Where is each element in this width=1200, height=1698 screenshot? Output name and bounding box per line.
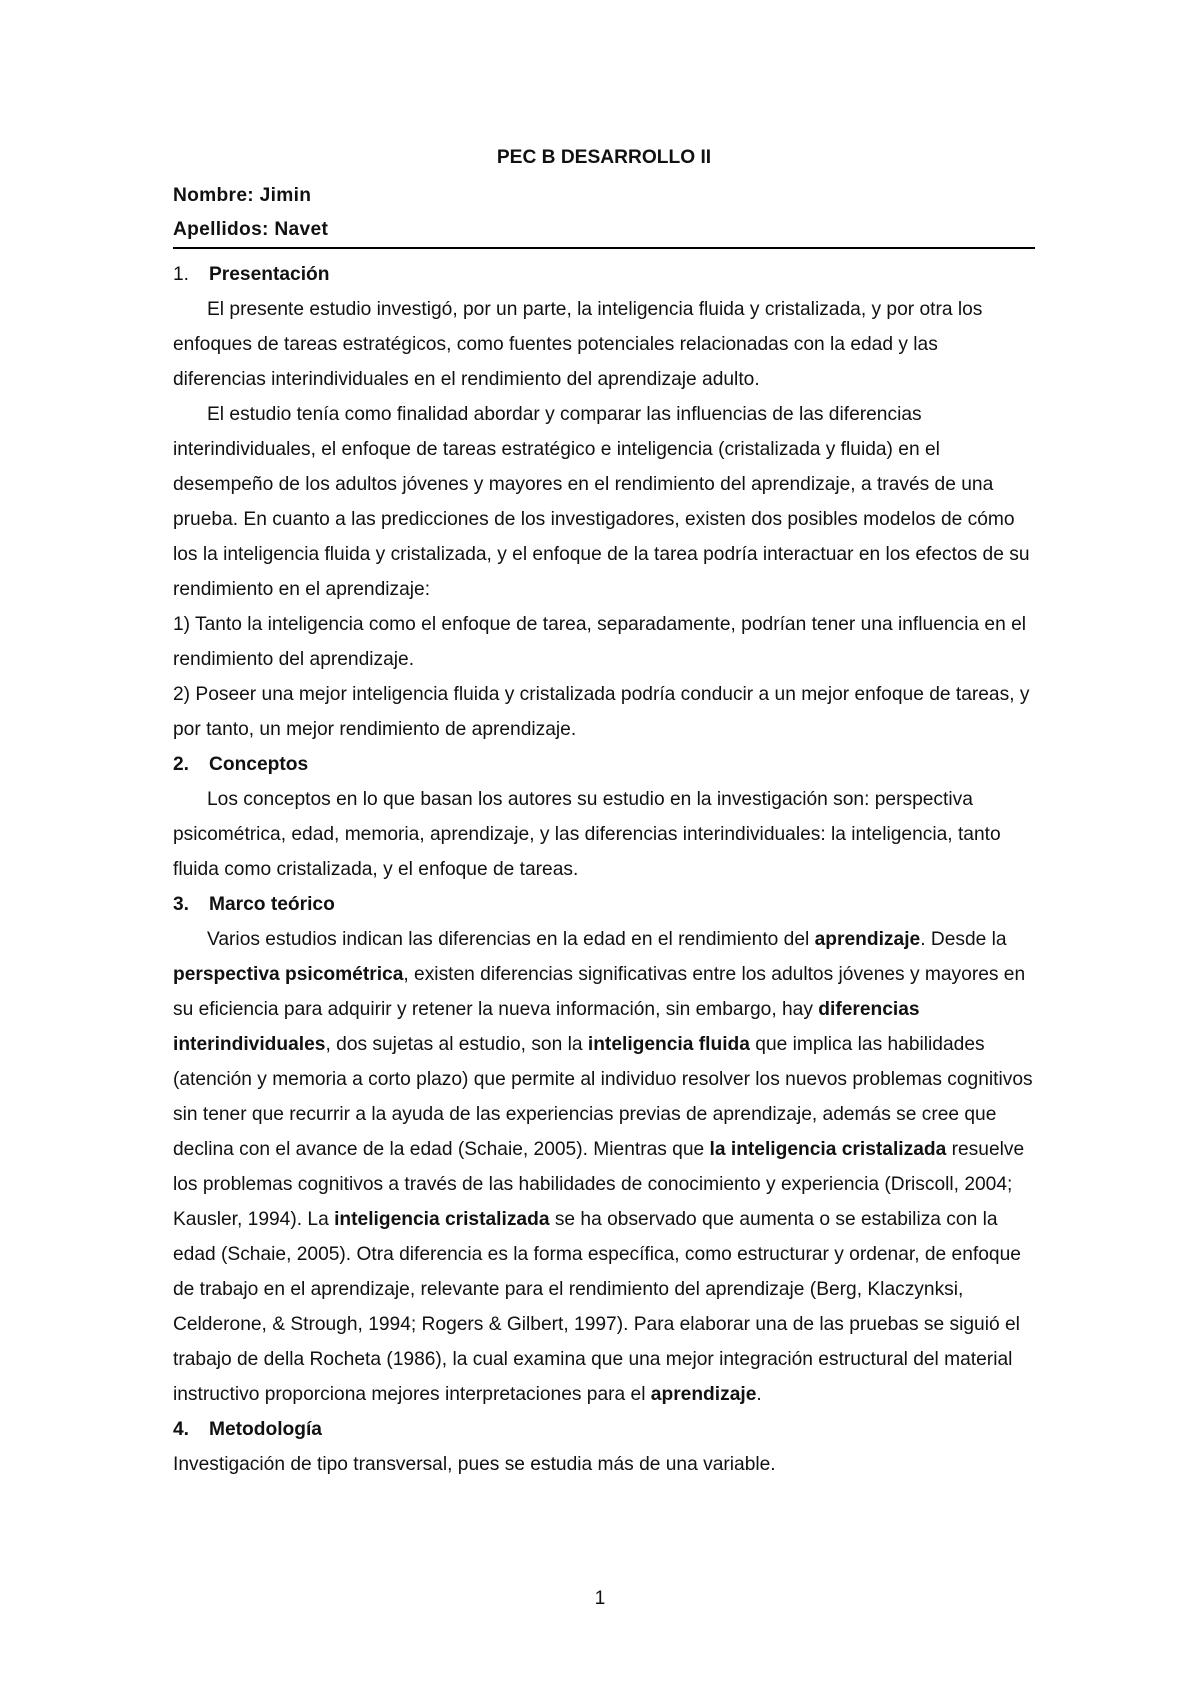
text-run: , existen diferencias significativas entre los adultos jóvenes y mayores en su eficiencia para adquirir y retener la nueva información, sin embargo, hay <box>173 964 1026 1020</box>
list-item: 1) Tanto la inteligencia como el enfoque de tarea, separadamente, podrían tener una influencia en el rendimiento del aprendizaje. <box>173 614 1027 670</box>
section-number: 4. <box>173 1419 190 1440</box>
section-heading-presentacion <box>173 257 1035 292</box>
section-title: Marco teórico <box>209 894 335 915</box>
section-heading-conceptos <box>173 747 1035 782</box>
name-field: Nombre: Jimin <box>173 185 312 206</box>
bold-term: perspectiva psicométrica <box>173 964 404 985</box>
page-body <box>173 140 1035 1482</box>
section-heading-marco-teorico <box>173 887 1035 922</box>
section-number: 3. <box>173 894 190 915</box>
text-run: resuelve los problemas cognitivos a través de las habilidades de conocimiento y experiencia (Driscoll, 2004; Kausler, 1994). La <box>173 1139 1025 1230</box>
text-run: . Desde la <box>920 929 1007 950</box>
paragraph: El estudio tenía como finalidad abordar y comparar las influencias de las diferencias interindividuales, el enfoque de tareas estratégico e inteligencia (cristalizada y fluida) en el desempeño de los adultos jóvenes y mayores en el rendimiento del aprendizaje, a través de una prueba. En cuanto a las predicciones de los investigadores, existen dos posibles modelos de cómo los la inteligencia fluida y cristalizada, y el enfoque de la tarea podría interactuar en los efectos de su rendimiento en el aprendizaje: <box>173 404 1030 600</box>
surname-field: Apellidos: Navet <box>173 215 1035 249</box>
paragraph: Investigación de tipo transversal, pues se estudia más de una variable. <box>173 1454 776 1475</box>
document-title: PEC B DESARROLLO II <box>496 147 712 168</box>
bold-term: diferencias interindividuales <box>173 999 920 1055</box>
section-title: Metodología <box>209 1419 322 1440</box>
text-run: Varios estudios indican las diferencias en la edad en el rendimiento del <box>207 929 815 950</box>
paragraph: El presente estudio investigó, por un parte, la inteligencia fluida y cristalizada, y por otra los enfoques de tareas estratégicos, como fuentes potenciales relacionadas con la edad y las diferencias interindividuales en el rendimiento del aprendizaje adulto. <box>173 299 983 390</box>
section-title: Conceptos <box>209 754 309 775</box>
bold-term: aprendizaje <box>814 929 921 950</box>
text-run: que implica las habilidades (atención y memoria a corto plazo) que permite al individuo resolver los nuevos problemas cognitivos sin tener que recurrir a la ayuda de las experiencias previas de aprendizaje, además se cree que declina con el avance de la edad (Schaie, 2005). Mientras que <box>173 1034 1033 1160</box>
section-heading-metodologia <box>173 1412 1035 1447</box>
bold-term: inteligencia fluida <box>587 1034 750 1055</box>
text-run: . <box>756 1384 762 1405</box>
list-item: 2) Poseer una mejor inteligencia fluida y cristalizada podría conducir a un mejor enfoque de tareas, y por tanto, un mejor rendimiento de aprendizaje. <box>173 684 1030 740</box>
bold-term: aprendizaje <box>650 1384 757 1405</box>
bold-term: la inteligencia cristalizada <box>709 1139 947 1160</box>
paragraph: Los conceptos en lo que basan los autores su estudio en la investigación son: perspectiva psicométrica, edad, memoria, aprendizaje, y las diferencias interindividuales: la inteligencia, tanto fluida como cristalizada, y el enfoque de tareas. <box>173 789 1001 880</box>
text-run: , dos sujetas al estudio, son la <box>325 1034 588 1055</box>
section-number: 2. <box>173 754 190 775</box>
page-number: 1 <box>594 1588 606 1609</box>
bold-term: inteligencia cristalizada <box>334 1209 550 1230</box>
section-title: Presentación <box>209 264 330 285</box>
section-number: 1. <box>173 264 190 285</box>
paragraph-marco-teorico <box>173 922 1035 1412</box>
text-run: se ha observado que aumenta o se estabiliza con la edad (Schaie, 2005). Otra diferencia es la forma específica, como estructurar y ordenar, de enfoque de trabajo en el aprendizaje, relevante para el rendimiento del aprendizaje (Berg, Klaczynksi, Celderone, & Strough, 1994; Rogers & Gilbert, 1997). Para elaborar una de las pruebas se siguió el trabajo de della Rocheta (1986), la cual examina que una mejor integración estructural del material instructivo proporciona mejores interpretaciones para el <box>173 1209 1021 1405</box>
